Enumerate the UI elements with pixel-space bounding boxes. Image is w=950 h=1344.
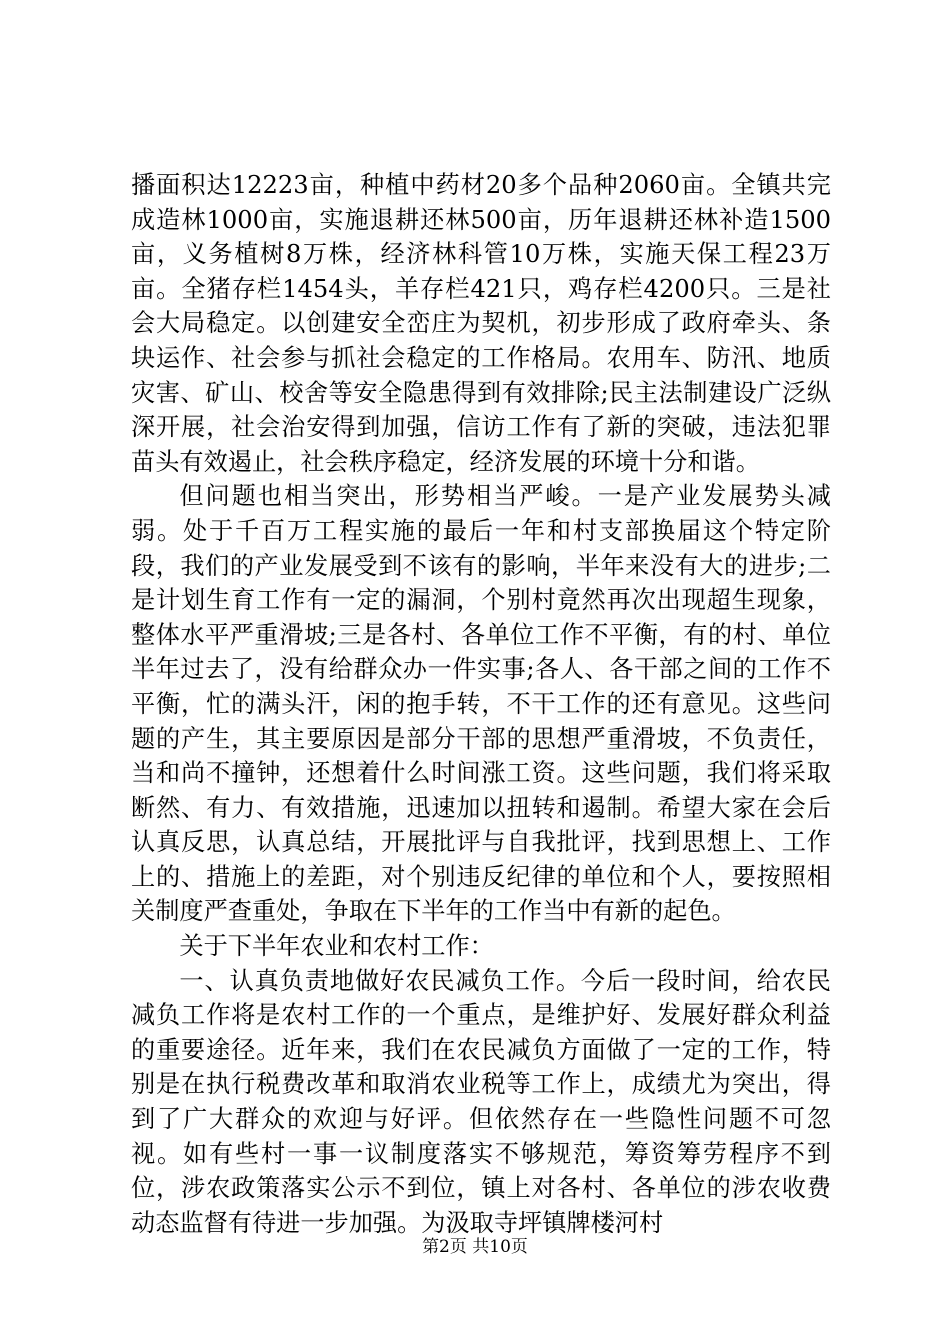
paragraph-1: 播面积达12223亩，种植中药材20多个品种2060亩。全镇共完成造林1000亩，实施退耕还林500亩，历年退耕还林补造1500亩，义务植树8万株，经济林科管10万株，实施天保工程23万亩。全猪存栏1454头，羊存栏421只，鸡存栏4200只。三是社会大局稳定。以创建安全峦庄为契机，初步形成了政府牵头、条块运作、社会参与抓社会稳定的工作格局。农用车、防汛、地质灾害、矿山、校舍等安全隐患得到有效排除;民主法制建设广泛纵深开展，社会治安得到加强，信访工作有了新的突破，违法犯罪苗头有效遏止，社会秩序稳定，经济发展的环境十分和谐。 bbox=[131, 171, 831, 476]
paragraph-4: 一、认真负责地做好农民减负工作。今后一段时间，给农民减负工作将是农村工作的一个重点，是维护好、发展好群众利益的重要途径。近年来，我们在农民减负方面做了一定的工作，特别是在执行税费改革和取消农业税等工作上，成绩尤为突出，得到了广大群众的欢迎与好评。但依然存在一些隐性问题不可忽视。如有些村一事一议制度落实不够规范，筹资筹劳程序不到位，涉农政策落实公示不到位，镇上对各村、各单位的涉农收费动态监督有待进一步加强。为汲取寺坪镇牌楼河村 bbox=[131, 966, 831, 1237]
page-number-footer: 第2页 共10页 bbox=[422, 1237, 528, 1257]
document-body bbox=[131, 168, 831, 1240]
paragraph-2: 但问题也相当突出，形势相当严峻。一是产业发展势头减弱。处于千百万工程实施的最后一年和村支部换届这个特定阶段，我们的产业发展受到不该有的影响，半年来没有大的进步;二是计划生育工作有一定的漏洞，个别村竟然再次出现超生现象，整体水平严重滑坡;三是各村、各单位工作不平衡，有的村、单位半年过去了，没有给群众办一件实事;各人、各干部之间的工作不平衡，忙的满头汗，闲的抱手转，不干工作的还有意见。这些问题的产生，其主要原因是部分干部的思想严重滑坡，不负责任，当和尚不撞钟，还想着什么时间涨工资。这些问题，我们将采取断然、有力、有效措施，迅速加以扭转和遏制。希望大家在会后认真反思，认真总结，开展批评与自我批评，找到思想上、工作上的、措施上的差距，对个别违反纪律的单位和个人，要按照相关制度严查重处，争取在下半年的工作当中有新的起色。 bbox=[131, 482, 831, 926]
paragraph-3: 关于下半年农业和农村工作： bbox=[179, 932, 494, 961]
